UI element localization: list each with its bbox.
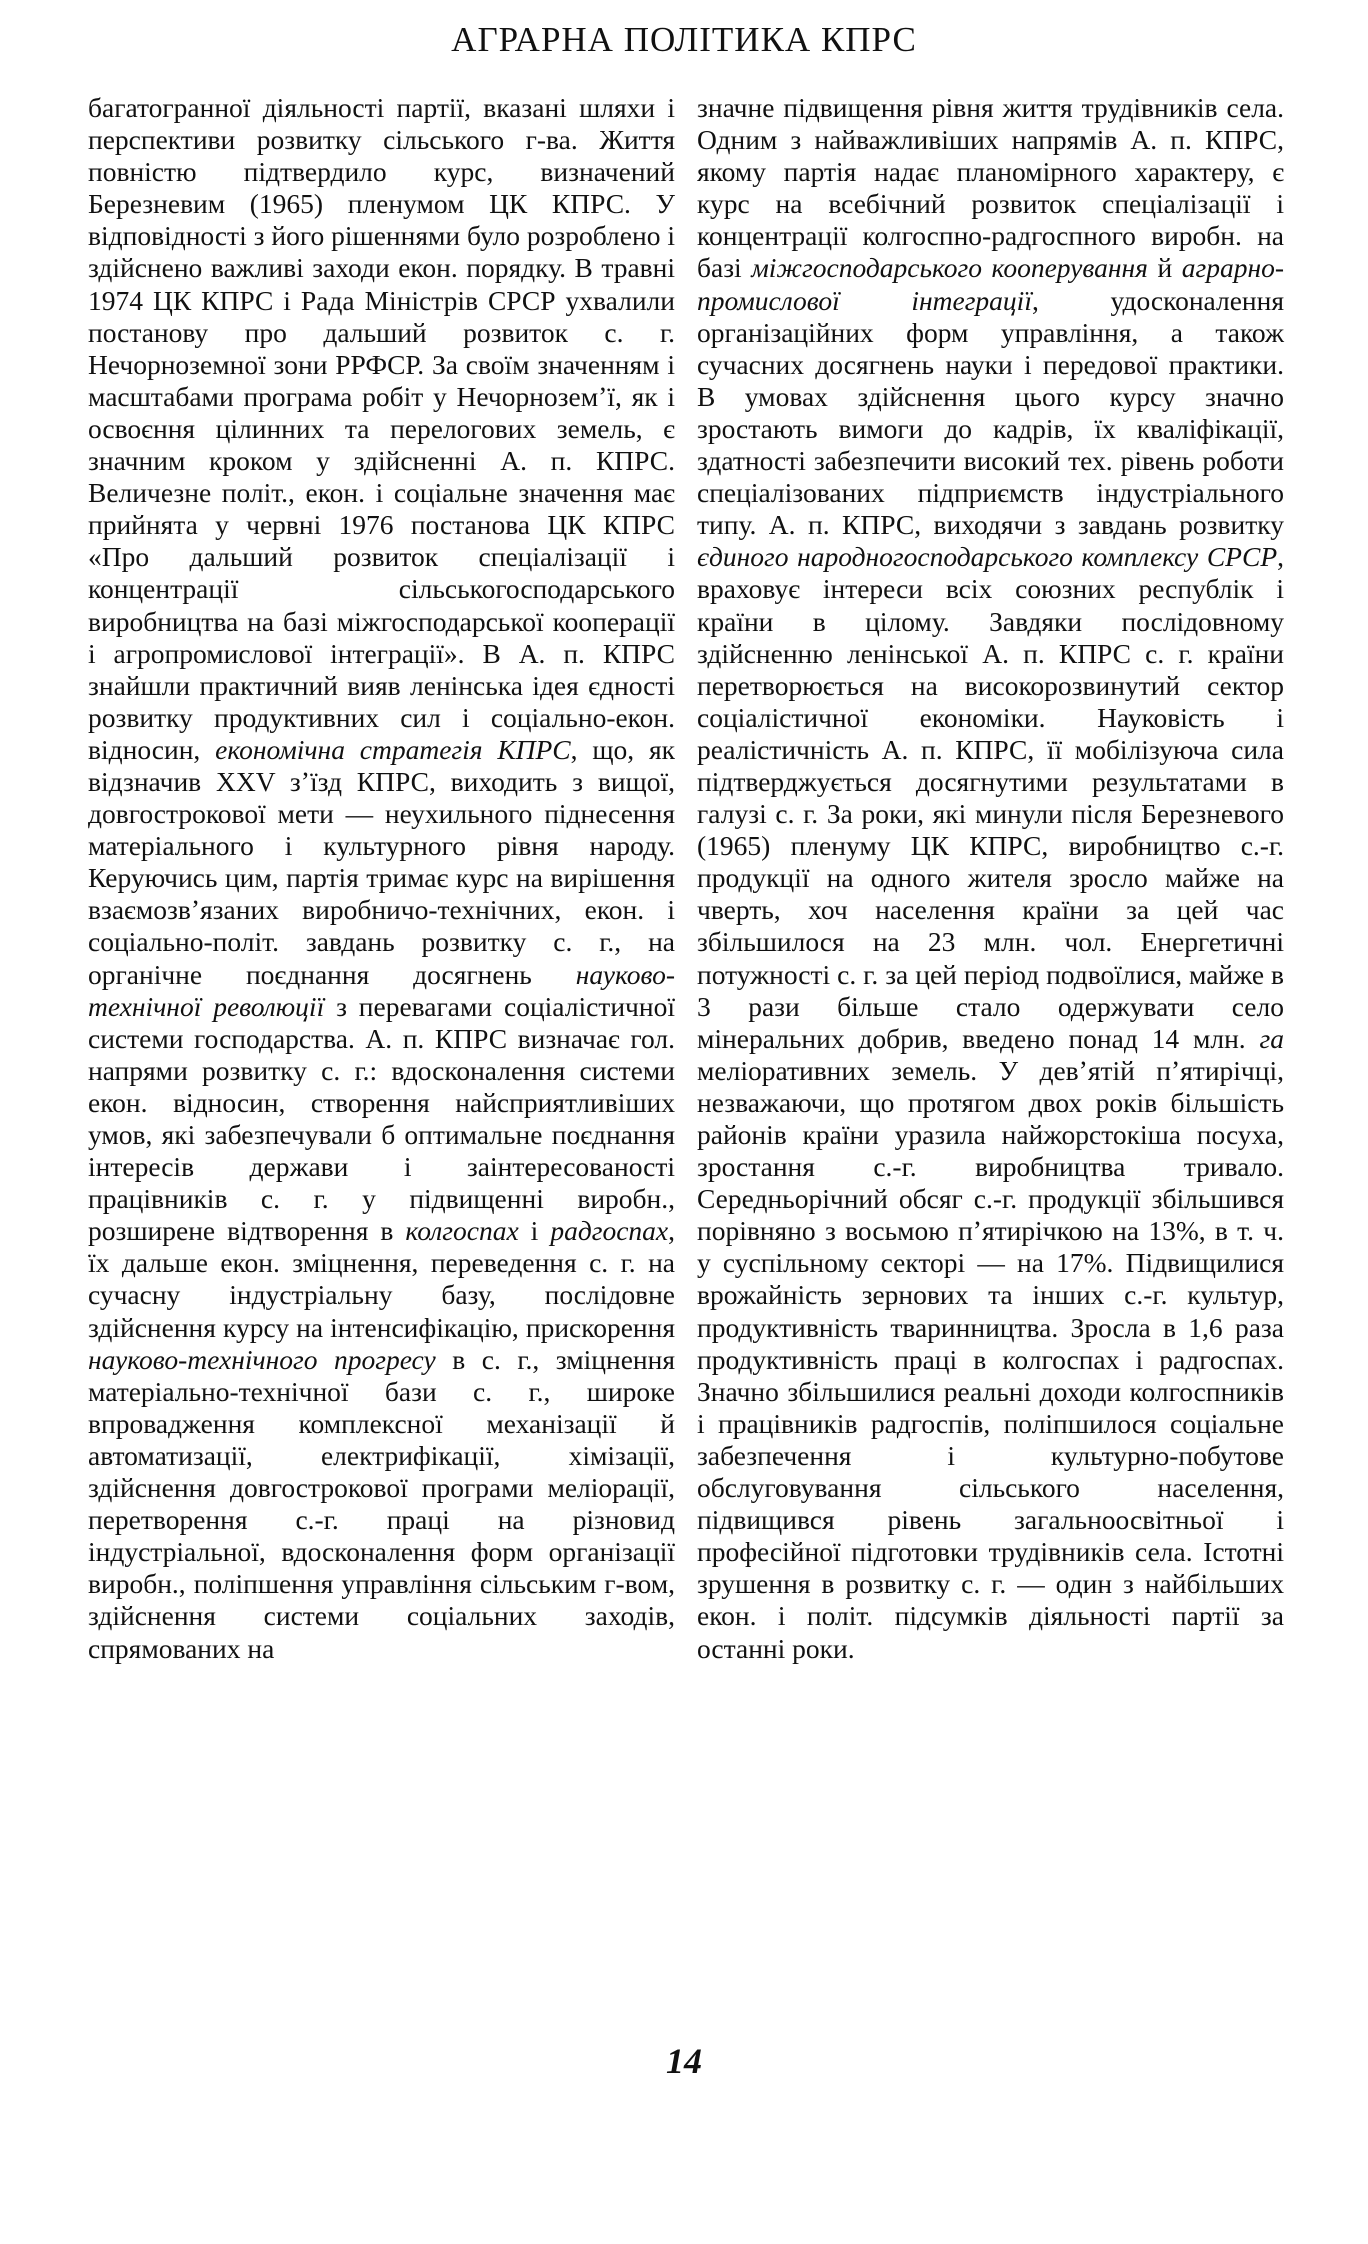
text-run: меліоративних земель. У девʼятій пʼятирічці, незважаючи, що протягом двох років більшість районів країни уразила найжорстокіша посуха, зростання с.-г. виробництва тривало. Середньорічний обсяг с.-г. продукції збільшився порівняно з восьмою пʼятирічкою на 13%, в т. ч. у суспільному секторі — на 17%. Підвищилися врожайність зернових та інших с.-г. культур, продуктивність тваринництва. Зросла в 1,6 раза продуктивність праці в колгоспах і радгоспах. Значно збільшилися реальні доходи колгоспників і працівників радгоспів, поліпшилося соціальне забезпечення і культурно-побутове обслуговування сільського населення, підвищився рівень загальноосвітньої і професійної підготовки трудівників села. Істотні зрушення в розвитку с. г. — один з найбільших екон. і політ. підсумків діяльності партії за останні роки. xyxy=(697,1054,1284,1664)
text-run: і xyxy=(518,1215,551,1247)
text-run: , що, як відзначив XXV зʼїзд КПРС, виходить з вищої, довгострокової мети — неухильного піднесення матеріального і культурного рівня народу. Керуючись цим, партія тримає курс на вирішення взаємозвʼязаних виробничо-технічних, екон. і соціально-політ. завдань розвитку с. г., на органічне поєднання досягнень xyxy=(88,733,675,990)
page-number: 14 xyxy=(666,2041,702,2081)
italic-term: економічна стратегія КПРС xyxy=(215,733,571,765)
text-run: , враховує інтереси всіх союзних республік і країни в цілому. Завдяки послідовному здійсненню ленінської А. п. КПРС с. г. країни перетворюється на високорозвинутий сектор соціалістичної економіки. Науковість і реалістичність А. п. КПРС, її мобілізуюча сила підтверджується досягнутими результатами в галузі с. г. За роки, які минули після Березневого (1965) пленуму ЦК КПРС, виробництво с.-г. продукції на одного жителя зросло майже на чверть, хоч населення країни за цей час збільшилося на 23 млн. чол. Енергетичні потужності с. г. за цей період подвоїлися, майже в 3 рази більше стало одержувати село мінеральних добрив, введено понад 14 млн. xyxy=(697,541,1284,1054)
text-run: , удосконалення організаційних форм управління, а також сучасних досягнень науки і передової практики. В умовах здійснення цього курсу значно зростають вимоги до кадрів, їх кваліфікації, здатності забезпечити високий тех. рівень роботи спеціалізованих підприємств індустріального типу. А. п. КПРС, виходячи з завдань розвитку xyxy=(697,284,1284,541)
italic-term: науково-технічного прогресу xyxy=(88,1343,436,1375)
italic-term: міжгосподарського кооперування xyxy=(751,252,1148,284)
text-run: значне підвищення рівня життя трудівників села. Одним з найважливіших напрямів А. п. КПРС, якому партія надає планомірного характеру, є курс на всебічний розвиток спеціалізації і концентрації колгоспно-радгоспного виробн. на базі xyxy=(697,92,1284,284)
text-run: з перевагами соціалістичної системи господарства. А. п. КПРС визначає гол. напрями розвитку с. г.: вдосконалення системи екон. відносин, створення найсприятливіших умов, які забезпечували б оптимальне поєднання інтересів держави і заінтересованості працівників с. г. у підвищенні виробн., розширене відтворення в xyxy=(88,990,675,1247)
italic-term: аграрно-промислової інтеграції xyxy=(697,252,1285,316)
running-header: АГРАРНА ПОЛІТИКА КПРС xyxy=(451,20,917,59)
italic-term: радгоспах xyxy=(550,1215,669,1247)
right-column xyxy=(697,92,1284,1665)
text-run: в с. г., зміцнення матеріально-технічної бази с. г., широке впровадження комплексної механізації й автоматизації, електрифікації, хімізації, здійснення довгострокової програми меліорації, перетворення с.-г. праці на різновид індустріальної, вдосконалення форм організації виробн., поліпшення управління сільським г-вом, здійснення системи соціальних заходів, спрямованих на xyxy=(88,1343,675,1664)
italic-term: колгоспах xyxy=(405,1215,519,1247)
italic-term: га xyxy=(1259,1022,1284,1054)
text-run: , їх дальше екон. зміцнення, переведення с. г. на сучасну індустріальну базу, послідовне здійснення курсу на інтенсифікацію, прискорення xyxy=(88,1215,676,1343)
text-run: й xyxy=(1147,252,1182,284)
italic-term: науково-технічної революції xyxy=(88,958,675,1022)
left-column xyxy=(88,92,675,1665)
left-column-text xyxy=(88,92,675,1665)
italic-term: єдиного народногосподарського комплексу СРСР xyxy=(697,541,1278,573)
text-run: багатогранної діяльності партії, вказані шляхи і перспективи розвитку сільського г-ва. Життя повністю підтвердило курс, визначений Березневим (1965) пленумом ЦК КПРС. У відповідності з його рішеннями було розроблено і здійснено важливі заходи екон. порядку. В травні 1974 ЦК КПРС і Рада Міністрів СРСР ухвалили постанову про дальший розвиток с. г. Нечорноземної зони РРФСР. За своїм значенням і масштабами програма робіт у Нечорноземʼї, як і освоєння цілинних та перелогових земель, є значним кроком у здійсненні А. п. КПРС. Величезне політ., екон. і соціальне значення має прийнята у червні 1976 постанова ЦК КПРС «Про дальший розвиток спеціалізації і концентрації сільськогосподарського виробництва на базі міжгосподарської кооперації і агропромислової інтеграції». В А. п. КПРС знайшли практичний вияв ленінська ідея єдності розвитку продуктивних сил і соціально-екон. відносин, xyxy=(88,92,675,765)
right-column-text xyxy=(697,92,1284,1665)
